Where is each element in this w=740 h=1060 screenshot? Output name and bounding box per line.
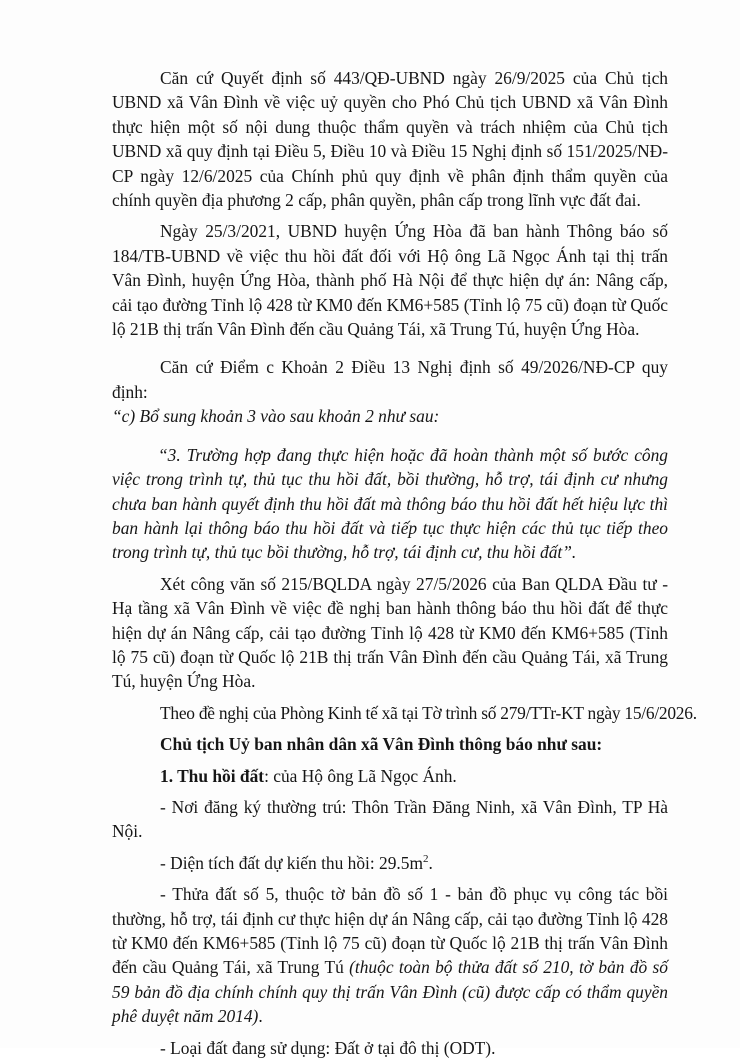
paragraph-prior-notice: Ngày 25/3/2021, UBND huyện Ứng Hòa đã ban hành Thông báo số 184/TB-UBND về việc thu hồi đất đối với Hộ ông Lã Ngọc Ánh tại thị trấn Vân Đình, huyện Ứng Hòa, thành phố Hà Nội để thực hiện dự án: Nâng cấp, cải tạo đường Tỉnh lộ 428 từ KM0 đến KM6+585 (Tỉnh lộ 75 cũ) đoạn từ Quốc lộ 21B thị trấn Vân Đình đến cầu Quảng Tái, xã Trung Tú, huyện Ứng Hòa. bbox=[112, 221, 668, 340]
item-land-recovery bbox=[112, 764, 668, 788]
paragraph-quoted-clause: “3. Trường hợp đang thực hiện hoặc đã hoàn thành một số bước công việc trong trình tự, thủ tục thu hồi đất, bồi thường, hỗ trợ, tái định cư nhưng chưa ban hành quyết định thu hồi đất mà thông báo thu hồi đất hết hiệu lực thì ban hành lại thông báo thu hồi đất và tiếp tục thực hiện các thủ tục tiếp theo trong trình tự, thủ tục bồi thường, hỗ trợ, tái định cư, thu hồi đất”. bbox=[112, 444, 668, 563]
item-parcel bbox=[112, 882, 668, 1028]
item-parcel-note: (thuộc toàn bộ thửa đất số 210, tờ bản đồ số 59 bản đồ địa chính chính quy thị trấn Vân Đình (cũ) được cấp có thẩm quyền phê duyệt năm 2014) bbox=[112, 957, 668, 1027]
paragraph-legal-basis-decision: Căn cứ Quyết định số 443/QĐ-UBND ngày 26/9/2025 của Chủ tịch UBND xã Vân Đình về việc uỷ quyền cho Phó Chủ tịch UBND xã Vân Đình thực hiện một số nội dung thuộc thẩm quyền và trách nhiệm của Chủ tịch UBND xã quy định tại Điều 5, Điều 10 và Điều 15 Nghị định số 151/2025/NĐ-CP ngày 12/6/2025 của Chính phủ quy định về phân định thẩm quyền của chính quyền địa phương 2 cấp, phân quyền, phân cấp trong lĩnh vực đất đai. bbox=[112, 68, 668, 211]
item-residence: - Nơi đăng ký thường trú: Thôn Trần Đăng Ninh, xã Vân Đình, TP Hà Nội. bbox=[112, 796, 668, 842]
item-land-recovery-text: : của Hộ ông Lã Ngọc Ánh. bbox=[264, 765, 457, 786]
item-area-text: - Diện tích đất dự kiến thu hồi: 29.5m bbox=[160, 852, 423, 873]
item-parcel-text: - Thửa đất số 5, thuộc tờ bản đồ số 1 - bản đồ phục vụ công tác bồi thường, hỗ trợ, tái định cư thực hiện dự án Nâng cấp, cải tạo đường Tỉnh lộ 428 từ KM0 đến KM6+585 (Tỉnh lộ 75 cũ) đoạn từ Quốc lộ 21B thị trấn Vân Đình đến cầu Quảng Tái, xã Trung Tú bbox=[112, 884, 668, 978]
paragraph-decree-basis: Căn cứ Điểm c Khoản 2 Điều 13 Nghị định số 49/2026/NĐ-CP quy định: bbox=[112, 357, 668, 402]
item-parcel-end: . bbox=[258, 1006, 263, 1027]
paragraph-decree-amendment: “c) Bổ sung khoản 3 vào sau khoản 2 như sau: bbox=[112, 406, 440, 427]
paragraph-official-letter: Xét công văn số 215/BQLDA ngày 27/5/2026 của Ban QLDA Đầu tư - Hạ tầng xã Vân Đình về việc đề nghị ban hành thông báo thu hồi đất để thực hiện dự án Nâng cấp, cải tạo đường Tỉnh lộ 428 từ KM0 đến KM6+585 (Tỉnh lộ 75 cũ) đoạn từ Quốc lộ 21B thị trấn Vân Đình đến cầu Quảng Tái, xã Trung Tú, huyện Ứng Hòa. bbox=[112, 573, 668, 692]
notice-heading: Chủ tịch Uỷ ban nhân dân xã Vân Đình thông báo như sau: bbox=[160, 734, 603, 755]
item-area-unit-superscript: 2 bbox=[423, 852, 429, 865]
item-land-recovery-label: 1. Thu hồi đất bbox=[160, 765, 265, 786]
item-area-end: . bbox=[428, 852, 433, 873]
item-land-type: - Loại đất đang sử dụng: Đất ở tại đô thị (ODT). bbox=[160, 1037, 496, 1058]
item-area bbox=[112, 851, 668, 875]
paragraph-proposal: Theo đề nghị của Phòng Kinh tế xã tại Tờ trình số 279/TTr-KT ngày 15/6/2026. bbox=[160, 702, 697, 723]
